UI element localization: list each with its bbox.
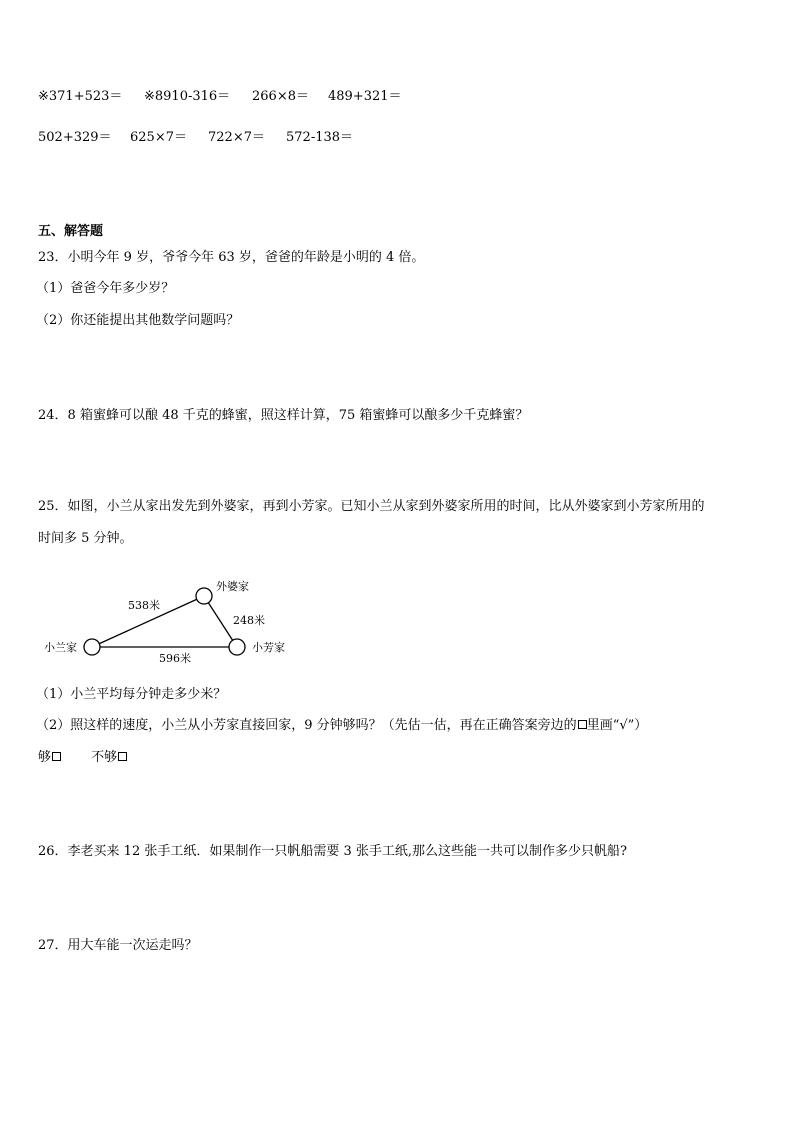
calc-item: ※371+523＝ [38, 89, 123, 104]
calc-item: 722×7＝ [208, 130, 265, 145]
q25-text-line1: 25．如图，小兰从家出发先到外婆家，再到小芳家。已知小兰从家到外婆家所用的时间，比从外婆家到小芳家所用的 [38, 499, 705, 514]
q23-text: 23．小明今年 9 岁，爷爷今年 63 岁，爸爸的年龄是小明的 4 倍。 [38, 250, 425, 265]
home-node [84, 639, 100, 655]
q26-text: 26．李老买来 12 张手工纸．如果制作一只帆船需要 3 张手工纸,那么这些能一共可以制作多少只帆船? [38, 844, 627, 859]
calc-item: 572-138＝ [286, 130, 354, 145]
calc-row-2 [38, 129, 353, 147]
answer-box-icon [578, 720, 587, 729]
option-not-enough: 不够 [91, 750, 118, 765]
distance-label-grandma-friend: 248米 [233, 614, 265, 627]
distance-label-home-friend: 596米 [159, 652, 191, 665]
q25-sub2-tail: 里画“√”） [586, 718, 648, 733]
friend-node [229, 639, 245, 655]
q27-text: 27．用大车能一次运走吗？ [38, 938, 198, 953]
calc-row-1 [38, 88, 402, 106]
calc-item: ※8910-316＝ [144, 89, 231, 104]
option-enough: 够 [38, 750, 52, 765]
calc-item: 502+329＝ [38, 130, 112, 145]
grandma-node [196, 588, 212, 604]
q25-text-line2: 时间多 5 分钟。 [38, 531, 133, 546]
q25-sub1: （1）小兰平均每分钟走多少米？ [36, 687, 227, 702]
friend-label: 小芳家 [252, 641, 285, 654]
q25-options [38, 749, 127, 767]
q25-sub2-text: （2）照这样的速度，小兰从小芳家直接回家，9 分钟够吗？（先估一估，再在正确答案旁边的 [36, 718, 577, 733]
distance-label-home-grandma: 538米 [128, 599, 160, 612]
home-label: 小兰家 [44, 641, 77, 654]
grandma-label: 外婆家 [216, 580, 249, 593]
calc-item: 625×7＝ [130, 130, 187, 145]
calc-item: 489+321＝ [328, 89, 402, 104]
option-enough-box[interactable] [52, 752, 61, 761]
route-diagram [36, 574, 306, 674]
q23-sub2: （2）你还能提出其他数学问题吗？ [36, 313, 240, 328]
option-not-enough-box[interactable] [118, 752, 127, 761]
q25-sub2 [36, 717, 647, 735]
q24-text: 24．8 箱蜜蜂可以酿 48 千克的蜂蜜，照这样计算，75 箱蜜蜂可以酿多少千克蜂蜜？ [38, 408, 529, 423]
q23-sub1: （1）爸爸今年多少岁？ [36, 281, 175, 296]
section-title: 五、解答题 [38, 224, 104, 239]
calc-item: 266×8＝ [252, 89, 309, 104]
